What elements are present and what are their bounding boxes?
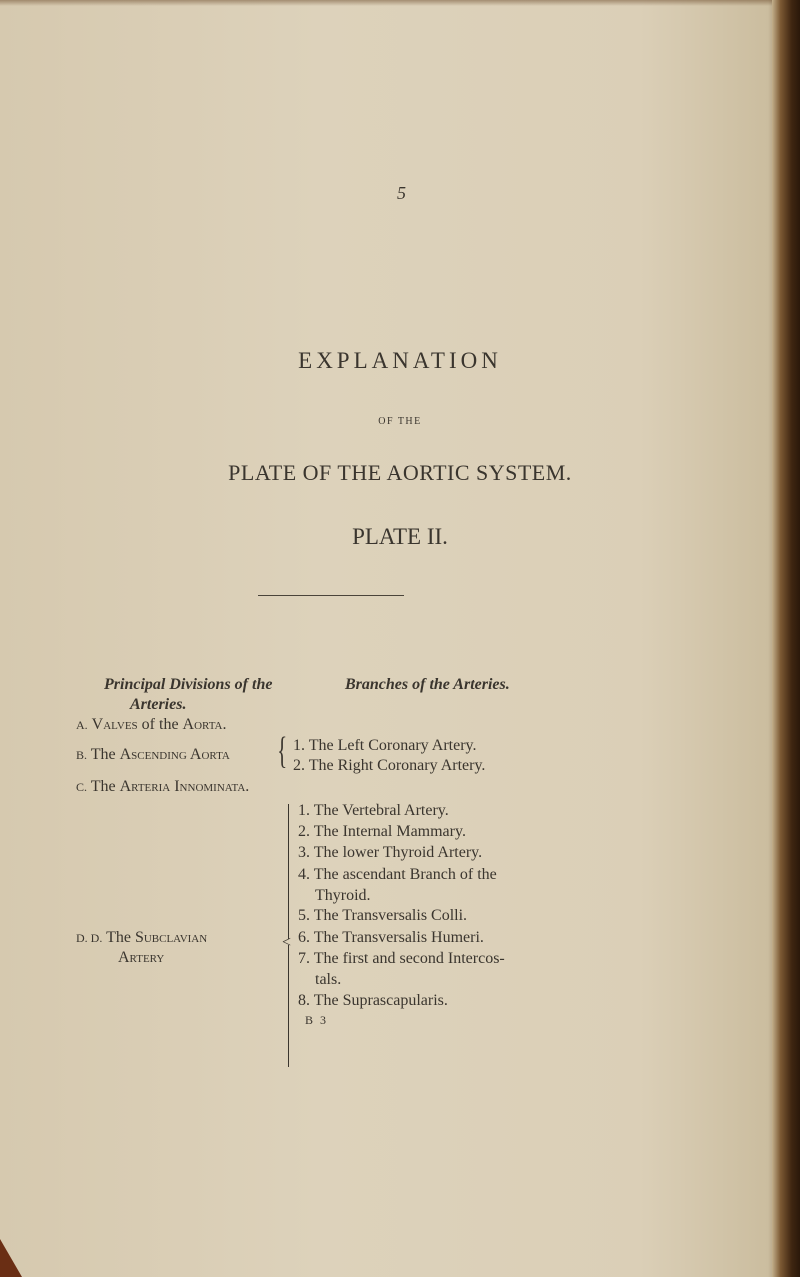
- entry-a-label: Valves: [91, 716, 138, 733]
- entry-c: [76, 778, 249, 796]
- entry-d: [76, 929, 207, 947]
- entry-c-label-pre: The: [90, 778, 116, 795]
- entry-d-label: Subclavian: [134, 929, 208, 946]
- entry-b-branch-1: 1. The Left Coronary Artery.: [293, 737, 477, 754]
- right-column-header: Branches of the Arteries.: [345, 676, 510, 693]
- entry-d-branch-8: 8. The Suprascapularis.: [298, 992, 448, 1009]
- left-column-header-cont: Arteries.: [130, 696, 187, 713]
- entry-d-letter: D. D.: [76, 931, 103, 945]
- entry-d-branch-3: 3. The lower Thyroid Artery.: [298, 844, 483, 861]
- plate-title: PLATE OF THE AORTIC SYSTEM.: [228, 460, 572, 485]
- divider-rule: [258, 595, 404, 596]
- entry-d-branch-7: 7. The first and second Intercos-: [298, 950, 505, 967]
- entry-d-branch-2: 2. The Internal Mammary.: [298, 823, 466, 840]
- brace-b: {: [277, 730, 288, 772]
- page-top-shadow: [0, 0, 800, 6]
- signature-mark: B 3: [305, 1013, 329, 1027]
- entry-b: [76, 746, 230, 764]
- entry-b-label-pre: The: [90, 746, 116, 763]
- page-number: 5: [397, 183, 406, 203]
- plate-number: PLATE II.: [352, 524, 448, 549]
- entry-d-branch-6: 6. The Transversalis Humeri.: [298, 929, 484, 946]
- entry-a: [76, 716, 227, 734]
- entry-d-branch-4-cont: Thyroid.: [315, 887, 371, 904]
- entry-a-label-end: Aorta.: [182, 716, 227, 733]
- entry-c-letter: C.: [76, 780, 88, 794]
- entry-d-label-pre: The: [106, 929, 131, 946]
- left-column-header: Principal Divisions of the: [104, 676, 273, 693]
- entry-a-label-rest: of the: [141, 716, 179, 733]
- entry-a-letter: A.: [76, 718, 88, 732]
- brace-d-lower: [288, 945, 289, 1067]
- entry-b-branch-2: 2. The Right Coronary Artery.: [293, 757, 486, 774]
- entry-b-letter: B.: [76, 748, 88, 762]
- brace-d-point: <: [282, 934, 292, 951]
- brace-d-upper: [288, 804, 289, 939]
- entry-d-branch-4: 4. The ascendant Branch of the: [298, 866, 497, 883]
- entry-b-label: Ascending Aorta: [119, 746, 230, 763]
- entry-d-branch-1: 1. The Vertebral Artery.: [298, 802, 449, 819]
- book-binding-edge: [772, 0, 800, 1277]
- entry-d-label-cont: Artery: [118, 949, 165, 966]
- entry-d-branch-7-cont: tals.: [315, 971, 342, 988]
- entry-d-branch-5: 5. The Transversalis Colli.: [298, 907, 468, 924]
- title-connector: OF THE: [378, 416, 422, 427]
- page-corner-tear: [0, 1239, 22, 1277]
- main-title: EXPLANATION: [298, 348, 502, 373]
- entry-c-label: Arteria Innominata.: [119, 778, 250, 795]
